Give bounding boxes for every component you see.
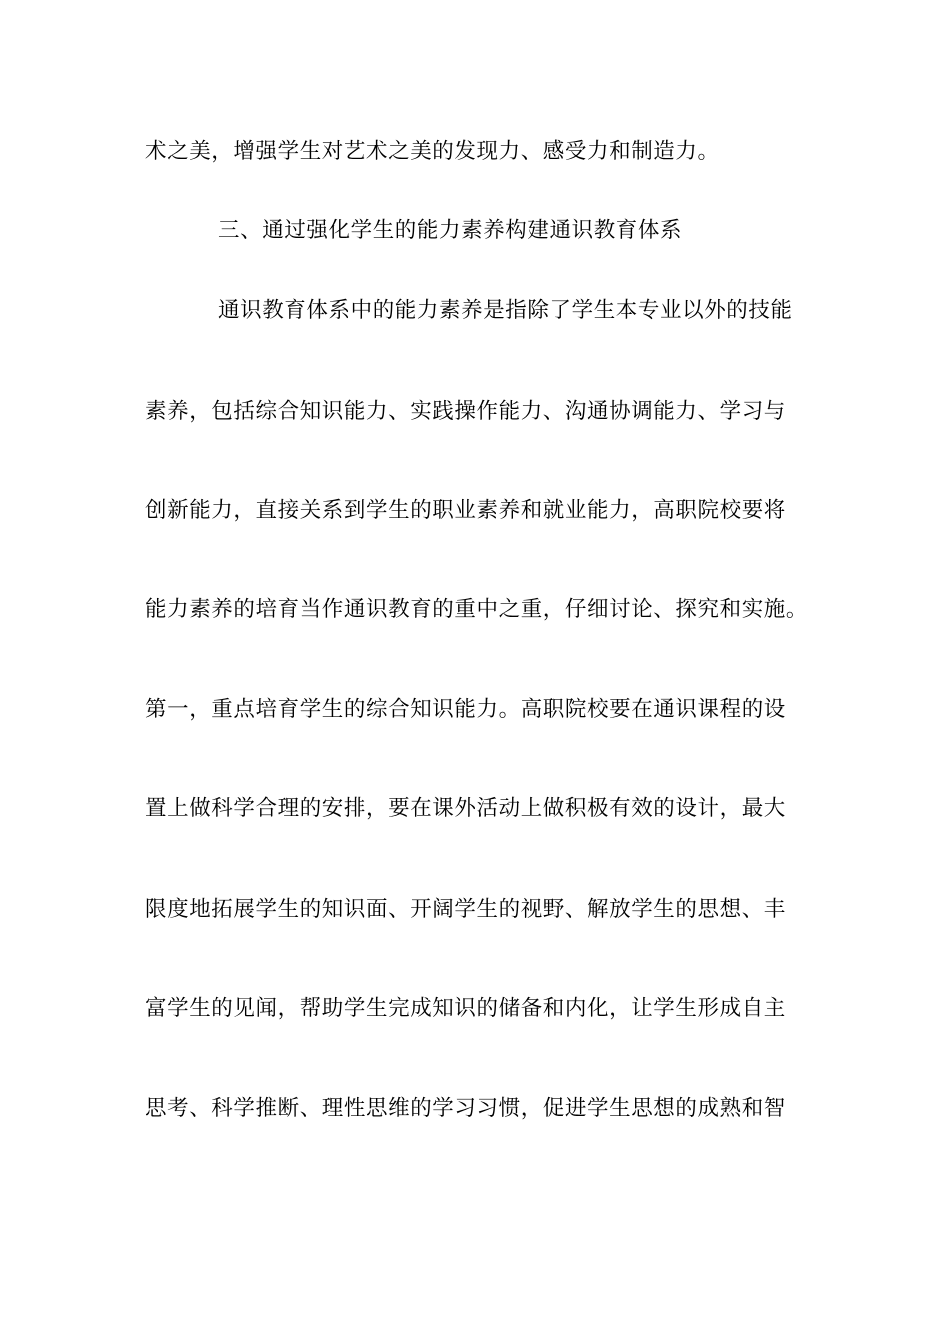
paragraph-line: 置上做科学合理的安排，要在课外活动上做积极有效的设计，最大 [145, 796, 786, 821]
paragraph-line: 创新能力，直接关系到学生的职业素养和就业能力，高职院校要将 [145, 498, 786, 523]
paragraph-line: 限度地拓展学生的知识面、开阔学生的视野、解放学生的思想、丰 [145, 897, 786, 922]
paragraph-line: 素养，包括综合知识能力、实践操作能力、沟通协调能力、学习与 [145, 399, 786, 424]
paragraph-line: 思考、科学推断、理性思维的学习习惯，促进学生思想的成熟和智 [145, 1096, 786, 1121]
paragraph-line: 通识教育体系中的能力素养是指除了学生本专业以外的技能 [218, 298, 793, 323]
section-heading: 三、通过强化学生的能力素养构建通识教育体系 [218, 218, 683, 243]
paragraph-line: 能力素养的培育当作通识教育的重中之重，仔细讨论、探究和实施。 [145, 597, 809, 622]
paragraph-line: 第一，重点培育学生的综合知识能力。高职院校要在通识课程的设 [145, 697, 786, 722]
paragraph-line: 术之美，增强学生对艺术之美的发现力、感受力和制造力。 [145, 139, 720, 164]
paragraph-line: 富学生的见闻，帮助学生完成知识的储备和内化，让学生形成自主 [145, 996, 786, 1021]
